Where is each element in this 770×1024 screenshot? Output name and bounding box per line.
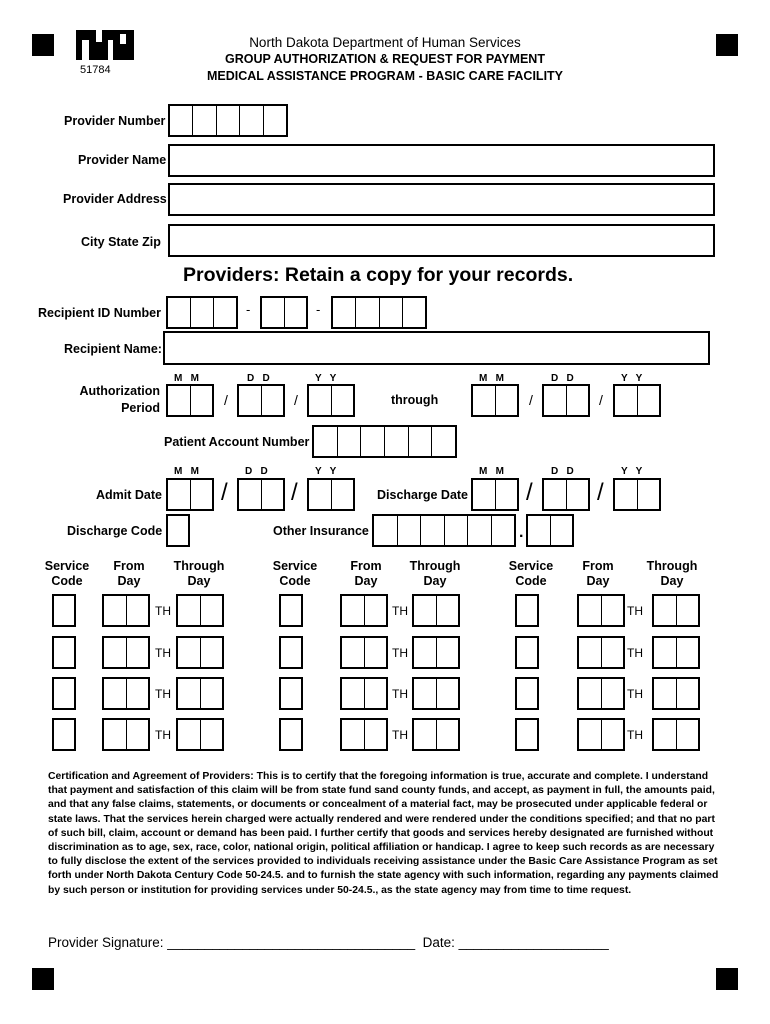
retain-copy-notice: Providers: Retain a copy for your records. (183, 264, 574, 286)
th-label: TH (392, 604, 408, 618)
discharge-slash-1: / (526, 479, 533, 506)
discharge-month[interactable] (471, 478, 519, 511)
service-code-field[interactable] (52, 594, 76, 627)
recipient-name-field[interactable] (163, 331, 710, 365)
discharge-mm-label: M M (479, 466, 504, 477)
city-state-zip-field[interactable] (168, 224, 715, 257)
admit-day[interactable] (237, 478, 285, 511)
city-state-zip-label: City State Zip (81, 235, 161, 249)
col-service-code-1: Service Code (44, 559, 90, 588)
admit-mm-label: M M (174, 466, 199, 477)
from-day-field[interactable] (577, 677, 625, 710)
authorization-label-line-2: Period (121, 401, 160, 415)
agency-name: North Dakota Department of Human Services (249, 35, 521, 50)
th-label: TH (392, 687, 408, 701)
through-label: through (391, 393, 439, 407)
from-day-field[interactable] (340, 677, 388, 710)
th-label: TH (155, 604, 171, 618)
provider-address-field[interactable] (168, 183, 715, 216)
form-number: 51784 (80, 64, 111, 76)
through-day-field[interactable] (412, 677, 460, 710)
auth-from-yy-label: Y Y (315, 373, 337, 384)
th-label: TH (155, 646, 171, 660)
col-from-day-1: From Day (113, 559, 145, 588)
th-label: TH (392, 728, 408, 742)
service-code-field[interactable] (515, 677, 539, 710)
auth-to-dd-label: D D (551, 373, 574, 384)
other-insurance-dollars[interactable] (372, 514, 516, 547)
th-label: TH (155, 728, 171, 742)
recipient-name-label: Recipient Name: (64, 342, 162, 356)
recipient-id-dash-1: - (246, 302, 251, 317)
from-day-field[interactable] (340, 636, 388, 669)
admit-month[interactable] (166, 478, 214, 511)
col-service-code-2: Service Code (272, 559, 318, 588)
provider-name-label: Provider Name (78, 153, 167, 167)
auth-from-day[interactable] (237, 384, 285, 417)
auth-from-mm-label: M M (174, 373, 199, 384)
discharge-year[interactable] (613, 478, 661, 511)
from-day-field[interactable] (577, 636, 625, 669)
from-day-field[interactable] (340, 718, 388, 751)
service-code-field[interactable] (52, 636, 76, 669)
registration-mark-bottom-right (716, 968, 738, 990)
th-label: TH (627, 687, 643, 701)
admit-year[interactable] (307, 478, 355, 511)
form-barcode (76, 30, 134, 60)
provider-number-field[interactable] (168, 104, 288, 137)
col-service-code-3: Service Code (508, 559, 554, 588)
registration-mark-top-right (716, 34, 738, 56)
through-day-field[interactable] (652, 594, 700, 627)
from-day-field[interactable] (102, 677, 150, 710)
auth-from-slash-2: / (294, 392, 298, 408)
service-code-field[interactable] (279, 677, 303, 710)
th-label: TH (627, 728, 643, 742)
from-day-field[interactable] (102, 636, 150, 669)
other-insurance-cents[interactable] (526, 514, 574, 547)
authorization-label-line-1: Authorization (79, 384, 160, 398)
from-day-field[interactable] (102, 718, 150, 751)
col-through-day-2: Through Day (409, 559, 461, 588)
col-from-day-3: From Day (582, 559, 614, 588)
service-code-field[interactable] (279, 636, 303, 669)
form-title-line-2: MEDICAL ASSISTANCE PROGRAM - BASIC CARE FACILITY (206, 69, 564, 83)
col-from-day-2: From Day (350, 559, 382, 588)
from-day-field[interactable] (577, 718, 625, 751)
through-day-field[interactable] (176, 677, 224, 710)
through-day-field[interactable] (652, 636, 700, 669)
discharge-code-field[interactable] (166, 514, 190, 547)
service-code-field[interactable] (52, 718, 76, 751)
service-code-field[interactable] (52, 677, 76, 710)
provider-name-field[interactable] (168, 144, 715, 177)
admit-yy-label: Y Y (315, 466, 337, 477)
service-code-field[interactable] (279, 718, 303, 751)
auth-to-yy-label: Y Y (621, 373, 643, 384)
auth-from-dd-label: D D (247, 373, 270, 384)
th-label: TH (627, 646, 643, 660)
through-day-field[interactable] (412, 718, 460, 751)
patient-account-field[interactable] (312, 425, 457, 458)
other-insurance-decimal: . (519, 524, 524, 541)
recipient-id-label: Recipient ID Number (38, 306, 161, 320)
other-insurance-label: Other Insurance (273, 524, 369, 538)
th-label: TH (155, 687, 171, 701)
registration-mark-top-left (32, 34, 54, 56)
recipient-id-part-2[interactable] (260, 296, 308, 329)
discharge-dd-label: D D (551, 466, 574, 477)
auth-to-slash-2: / (599, 392, 603, 408)
patient-account-label: Patient Account Number (164, 435, 310, 449)
through-day-field[interactable] (176, 718, 224, 751)
auth-to-mm-label: M M (479, 373, 504, 384)
through-day-field[interactable] (652, 677, 700, 710)
discharge-code-label: Discharge Code (67, 524, 163, 538)
auth-from-year[interactable] (307, 384, 355, 417)
form-title-line-1: GROUP AUTHORIZATION & REQUEST FOR PAYMENT (225, 52, 545, 66)
through-day-field[interactable] (412, 636, 460, 669)
registration-mark-bottom-left (32, 968, 54, 990)
admit-date-label: Admit Date (96, 488, 162, 502)
through-day-field[interactable] (176, 594, 224, 627)
through-day-field[interactable] (176, 636, 224, 669)
provider-number-label: Provider Number (64, 114, 166, 128)
from-day-field[interactable] (577, 594, 625, 627)
th-label: TH (392, 646, 408, 660)
auth-to-year[interactable] (613, 384, 661, 417)
recipient-id-part-1[interactable] (166, 296, 238, 329)
auth-to-day[interactable] (542, 384, 590, 417)
service-code-field[interactable] (515, 594, 539, 627)
auth-to-month[interactable] (471, 384, 519, 417)
from-day-field[interactable] (102, 594, 150, 627)
auth-to-slash-1: / (529, 392, 533, 408)
recipient-id-part-3[interactable] (331, 296, 427, 329)
discharge-date-label: Discharge Date (377, 488, 469, 502)
through-day-field[interactable] (652, 718, 700, 751)
discharge-yy-label: Y Y (621, 466, 643, 477)
admit-slash-1: / (221, 479, 228, 506)
col-through-day-3: Through Day (646, 559, 698, 588)
auth-from-month[interactable] (166, 384, 214, 417)
provider-address-label: Provider Address (63, 192, 167, 206)
auth-from-slash-1: / (224, 392, 228, 408)
provider-signature-line[interactable]: Provider Signature: _________________________________ Date: ____________________ (48, 935, 609, 950)
recipient-id-dash-2: - (316, 302, 321, 317)
service-code-field[interactable] (279, 594, 303, 627)
th-label: TH (627, 604, 643, 618)
certification-text: Certification and Agreement of Providers: This is to certify that the foregoing information is true, accurate and complete. I understand that payment and satisfaction of this claim will be from state fund sand county funds, and accept, as payment in full, the amounts paid, and that any false claims, statements, or documents or concealment of a material fact, may be prosecuted under applicable federal or state laws. That the services herein charged were actually rendered and were rendered under the conditions specified; and that no part of such bill, claim, account or demand has been paid. I further certify that goods and services hereby designated are furnished without discrimination as to age, sex, race, color, national origin, political affiliation or handicap. I agree to keep such records as are necessary to fully disclose the extent of the services provided to individuals receiving assistance under the Basic Care Assistance Program as set forth under North Dakota Century Code 50-24.5. and to furnish the state agency with such information, regarding any payments claimed by such person or institution for providing services under 50-24.5., as the state agency may from time to time request. (48, 771, 719, 896)
col-through-day-1: Through Day (173, 559, 225, 588)
service-code-field[interactable] (515, 636, 539, 669)
from-day-field[interactable] (340, 594, 388, 627)
discharge-slash-2: / (597, 479, 604, 506)
through-day-field[interactable] (412, 594, 460, 627)
admit-slash-2: / (291, 479, 298, 506)
admit-dd-label: D D (245, 466, 268, 477)
discharge-day[interactable] (542, 478, 590, 511)
service-code-field[interactable] (515, 718, 539, 751)
